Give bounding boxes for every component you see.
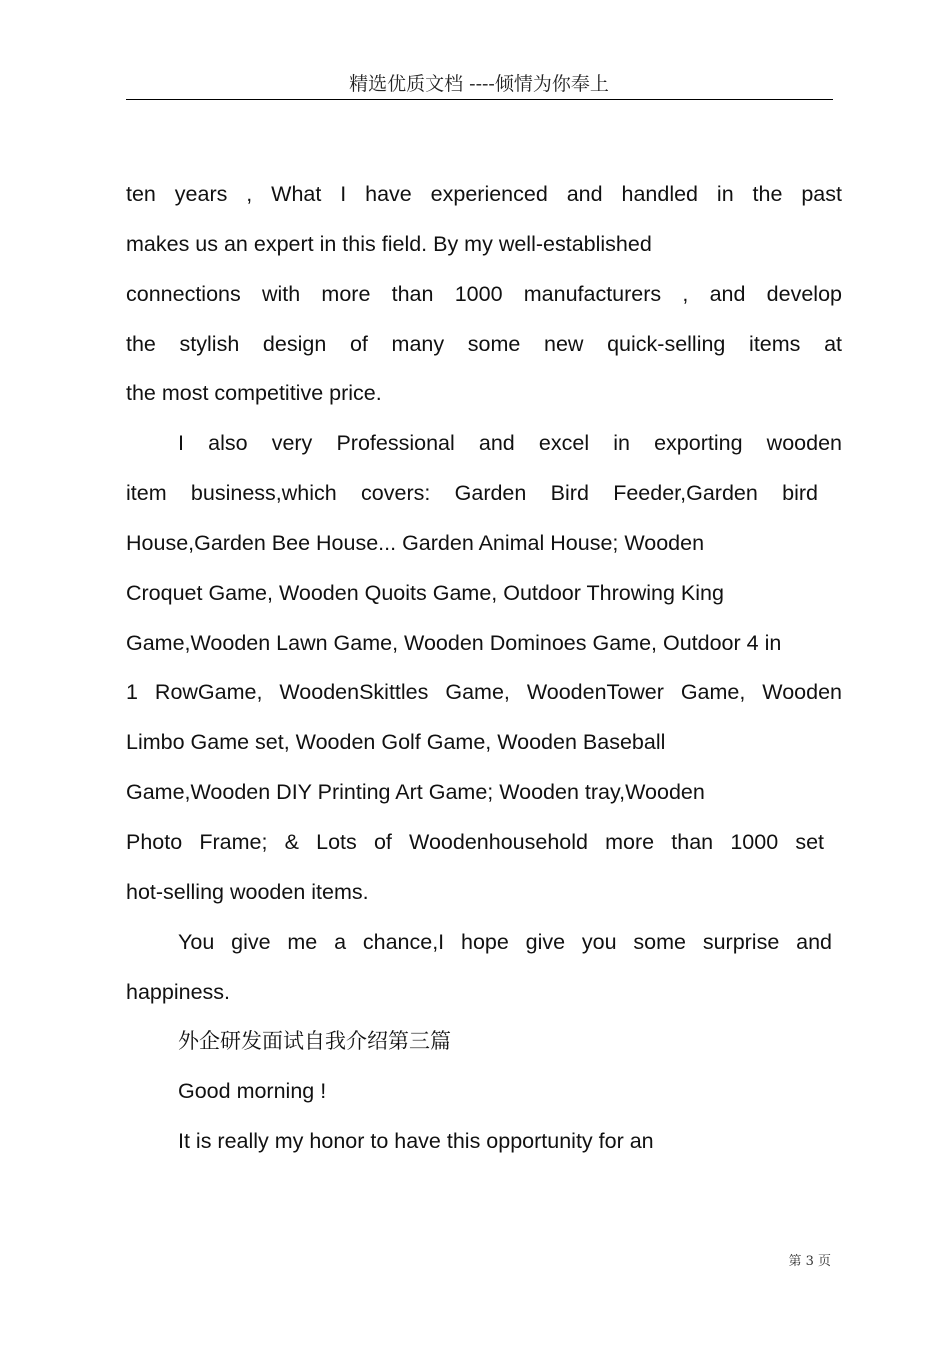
text-line: the most competitive price.	[126, 381, 382, 406]
section-heading: 外企研发面试自我介绍第三篇	[178, 1029, 451, 1054]
text-line: Good morning !	[178, 1079, 327, 1104]
text-line: Limbo Game set, Wooden Golf Game, Wooden Baseball	[126, 730, 666, 755]
text-line: hot-selling wooden items.	[126, 879, 369, 904]
text-line: ten years , What I have experienced and handled in the past	[126, 182, 842, 206]
text-line: makes us an expert in this field. By my well-established	[126, 231, 652, 256]
text-line: connections with more than 1000 manufacturers , and develop	[126, 281, 842, 306]
text-line: 1 RowGame, WoodenSkittles Game, WoodenTower Game, Wooden	[126, 680, 842, 705]
text-line: item business,which covers: Garden Bird Feeder,Garden bird	[126, 481, 818, 506]
text-line: Game,Wooden Lawn Game, Wooden Dominoes Game, Outdoor 4 in	[126, 630, 782, 655]
text-line: Game,Wooden DIY Printing Art Game; Wooden tray,Wooden	[126, 780, 705, 805]
text-line: House,Garden Bee House... Garden Animal House; Wooden	[126, 530, 705, 555]
text-line: Croquet Game, Wooden Quoits Game, Outdoor Throwing King	[126, 580, 724, 605]
text-line: Photo Frame; & Lots of Woodenhousehold more than 1000 set	[126, 829, 824, 854]
page-header: 精选优质文档 ----倾情为你奉上	[349, 73, 609, 95]
document-body	[126, 170, 842, 1167]
page-number: 第 3 页	[788, 1254, 831, 1269]
text-line: It is really my honor to have this opportunity for an	[178, 1129, 654, 1154]
text-line: the stylish design of many some new quick-selling items at	[126, 331, 842, 356]
text-line: happiness.	[126, 979, 230, 1004]
text-line: I also very Professional and excel in exporting wooden	[178, 431, 842, 456]
header-divider	[126, 99, 833, 100]
text-line: You give me a chance,I hope give you some surprise and	[178, 929, 832, 954]
